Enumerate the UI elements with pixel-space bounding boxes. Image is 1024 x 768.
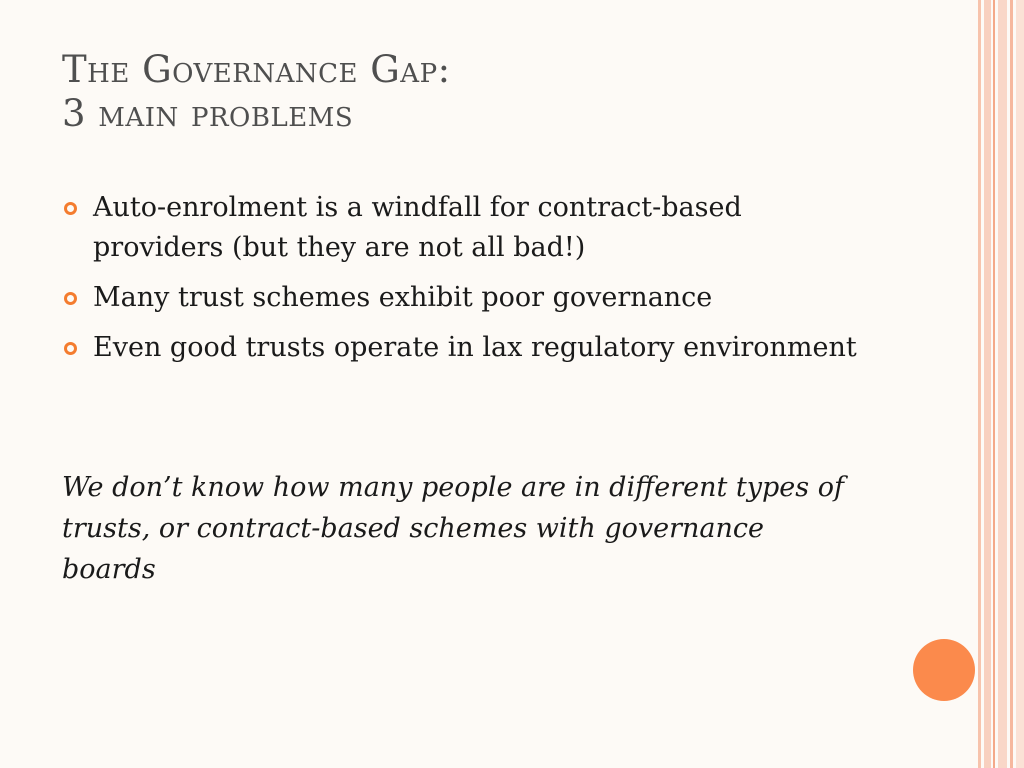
- slide-title-line-1: The Governance Gap:: [62, 48, 451, 91]
- bullet-text: Auto-enrolment is a windfall for contract-based providers (but they are not all bad!): [93, 192, 742, 263]
- bullet-text: Many trust schemes exhibit poor governance: [93, 282, 713, 313]
- decorative-stripe: [1016, 0, 1024, 768]
- decorative-stripe: [1010, 0, 1013, 768]
- decorative-stripe: [993, 0, 995, 768]
- bullet-text: Even good trusts operate in lax regulatory environment: [93, 332, 857, 363]
- slide-title-line-2: 3 main problems: [62, 92, 354, 135]
- bullet-circle-icon: [64, 202, 77, 215]
- bullet-circle-icon: [64, 292, 77, 305]
- bullet-list: [62, 188, 862, 378]
- decorative-circle: [913, 639, 975, 701]
- bullet-circle-icon: [64, 342, 77, 355]
- bullet-item: [62, 188, 862, 268]
- slide-title: [62, 48, 922, 136]
- decorative-stripe: [978, 0, 981, 768]
- italic-note: We don’t know how many people are in different types of trusts, or contract-based schemes with governance boards: [62, 472, 844, 585]
- decorative-stripe: [984, 0, 991, 768]
- bullet-item: [62, 328, 862, 368]
- bullet-item: [62, 278, 862, 318]
- decorative-stripe: [998, 0, 1007, 768]
